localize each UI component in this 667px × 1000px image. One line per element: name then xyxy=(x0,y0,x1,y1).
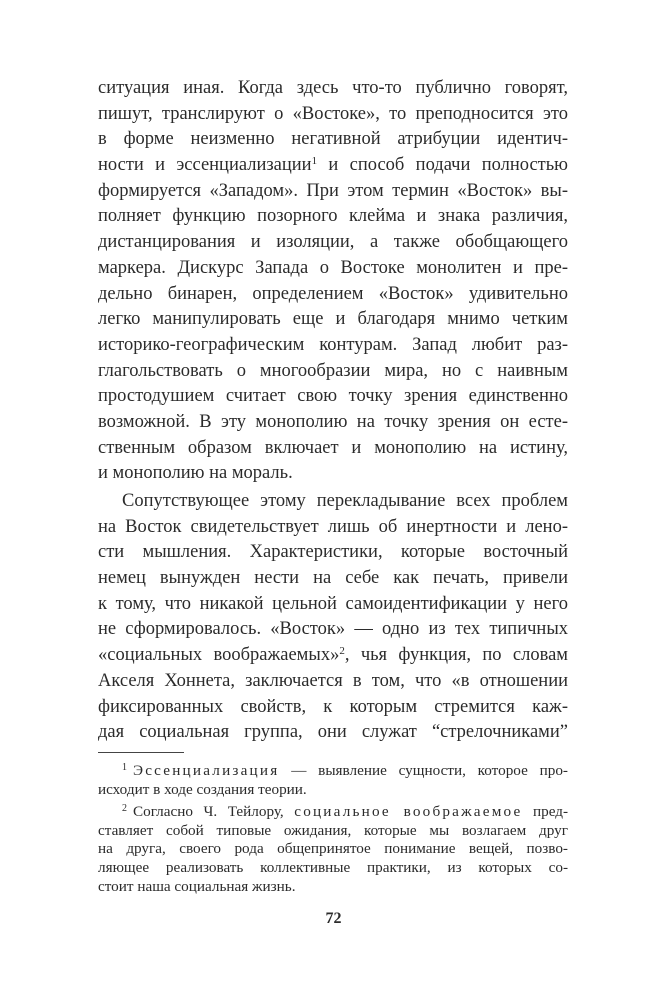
text-line: и монополию на мораль. xyxy=(98,463,293,484)
footnote-number: 1 xyxy=(122,762,127,773)
text-line: на Восток свидетельствует лишь об инертности и лено- xyxy=(98,516,568,537)
text-line: дистанцирования и изоляции, а также обобщающего xyxy=(98,232,568,253)
text-line xyxy=(98,803,568,822)
text-line: на друга, своего рода общепринятое понимание вещей, позво- xyxy=(98,840,568,858)
text-line: сти мышления. Характеристики, которые восточный xyxy=(98,542,568,563)
text-line: не сформировалось. «Восток» — одно из тех типичных xyxy=(98,619,568,640)
text-line: к тому, что никакой цельной самоидентификации у него xyxy=(98,593,568,614)
text-line: глагольствовать о многообразии мира, но с наивным xyxy=(98,360,568,381)
text-line: ставляет собой типовые ожидания, которые мы возлагаем друг xyxy=(98,821,568,839)
paragraph-1 xyxy=(98,76,568,487)
text-line: историко-географическим контурам. Запад любит раз- xyxy=(98,334,568,355)
text-segment: Согласно Ч. Тейлору, xyxy=(133,803,295,821)
body-text xyxy=(98,76,568,746)
text-line: дельно бинарен, определением «Восток» удивительно xyxy=(98,283,568,304)
footnote-number: 2 xyxy=(122,803,127,815)
text-segment: «социальных воображаемых» xyxy=(98,645,340,666)
text-line: маркера. Дискурс Запада о Востоке монолитен и пре- xyxy=(98,257,568,278)
text-segment: , чья функция, по словам xyxy=(344,645,568,666)
text-line: легко манипулировать еще и благодаря мнимо четким xyxy=(98,309,568,330)
text-line xyxy=(98,643,568,669)
text-line: ляющее реализовать коллективные практики, из которых со- xyxy=(98,858,568,876)
footnote-divider xyxy=(98,752,184,753)
footnote-ref-1[interactable]: 1 xyxy=(311,155,318,168)
text-line: простодушием считает свою точку зрения единственно xyxy=(98,386,568,407)
text-line: пишут, транслируют о «Востоке», то преподносится это xyxy=(98,103,568,124)
paragraph-2 xyxy=(98,489,568,746)
text-line: немец вынужден нести на себе как печать, привели xyxy=(98,568,568,589)
text-line: фиксированных свойств, к которым стремится каж- xyxy=(98,696,568,717)
text-segment: ности и эссенциализации xyxy=(98,155,312,176)
footnote-term: социальное воображаемое xyxy=(294,803,523,821)
text-line: стоит наша социальная жизнь. xyxy=(98,877,296,895)
text-line: полняет функцию позорного клейма и знака различия, xyxy=(98,206,568,227)
text-line xyxy=(98,762,568,781)
text-line: формируется «Западом». При этом термин «Восток» вы- xyxy=(98,180,568,201)
text-line: в форме неизменно негативной атрибуции идентич- xyxy=(98,129,568,150)
text-line: исходит в ходе создания теории. xyxy=(98,780,307,798)
footnote-1 xyxy=(98,762,568,799)
text-line: ственным образом включает и монополию на истину, xyxy=(98,437,568,458)
text-line: возможной. В эту монополию на точку зрения он есте- xyxy=(98,411,568,432)
page-number: 72 xyxy=(325,910,342,927)
text-line: ситуация иная. Когда здесь что-то публично говорят, xyxy=(98,78,568,98)
text-segment: и способ подачи полностью xyxy=(328,155,569,176)
text-line: Акселя Хоннета, заключается в том, что «в отношении xyxy=(98,670,568,691)
footnote-term: Эссенциализация xyxy=(133,762,280,779)
text-line: дая социальная группа, они служат “стрелочниками” xyxy=(98,722,568,743)
footnotes xyxy=(98,762,568,896)
footnote-ref-2[interactable]: 2 xyxy=(339,645,345,658)
text-segment: пред- xyxy=(522,803,569,821)
text-segment: — выявление сущности, которое про- xyxy=(279,762,568,779)
footnote-2 xyxy=(98,803,568,896)
text-line: Сопутствующее этому перекладывание всех проблем xyxy=(122,491,568,511)
text-line xyxy=(98,153,568,179)
